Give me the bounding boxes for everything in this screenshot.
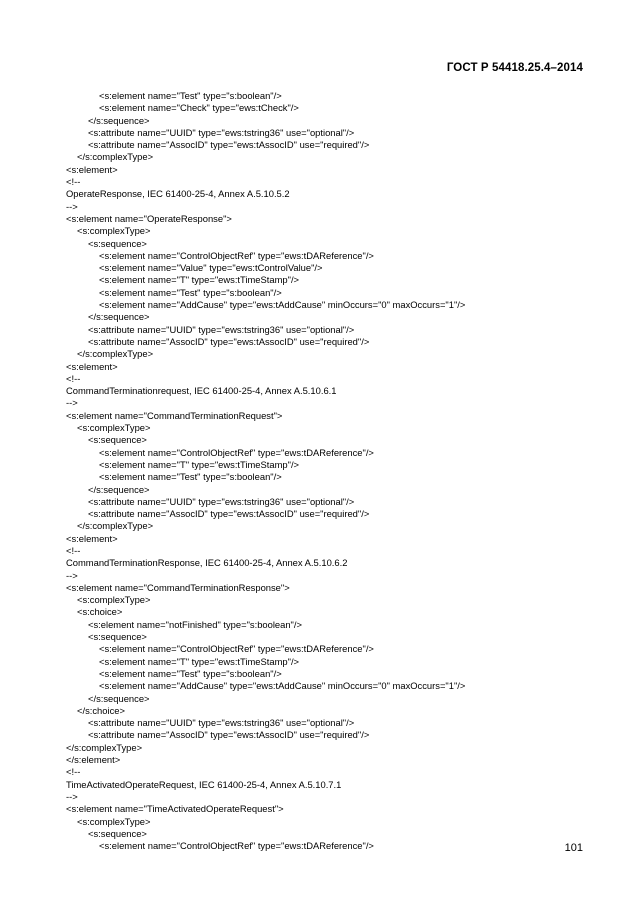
code-line: <s:attribute name="UUID" type="ews:tstring36" use="optional"/> <box>88 126 355 138</box>
code-line: </s:complexType> <box>77 520 154 532</box>
code-line: <s:element name="T" type="ews:tTimeStamp"/> <box>99 458 300 470</box>
code-line: <s:complexType> <box>77 594 151 606</box>
code-line: </s:complexType> <box>66 741 143 753</box>
code-line: </s:choice> <box>77 704 125 716</box>
code-line: <s:element name="T" type="ews:tTimeStamp"/> <box>99 655 300 667</box>
code-line: <s:element name="ControlObjectRef" type="ews:tDAReference"/> <box>99 840 374 852</box>
code-line: <s:element name="Test" type="s:boolean"/> <box>99 286 282 298</box>
code-line: <s:element name="ControlObjectRef" type="ews:tDAReference"/> <box>99 643 374 655</box>
code-line: <s:element name="CommandTerminationResponse"> <box>66 581 290 593</box>
code-line: --> <box>66 397 78 409</box>
code-line: <s:complexType> <box>77 422 151 434</box>
code-line: <s:element name="ControlObjectRef" type="ews:tDAReference"/> <box>99 249 374 261</box>
code-line: <!-- <box>66 544 81 556</box>
code-line: <s:element name="TimeActivatedOperateRequest"> <box>66 803 284 815</box>
code-line: <s:element name="Check" type="ews:tCheck"/> <box>99 102 299 114</box>
code-line: <s:element> <box>66 360 118 372</box>
xml-code-listing <box>66 90 606 852</box>
code-line: <s:element name="AddCause" type="ews:tAddCause" minOccurs="0" maxOccurs="1"/> <box>99 680 466 692</box>
code-line: <s:element> <box>66 163 118 175</box>
code-line: </s:sequence> <box>88 114 150 126</box>
code-line: CommandTerminationResponse, IEC 61400-25-4, Annex A.5.10.6.2 <box>66 557 348 569</box>
code-line: <s:element name="CommandTerminationRequest"> <box>66 409 283 421</box>
code-line: </s:sequence> <box>88 483 150 495</box>
code-line: <s:element name="OperateResponse"> <box>66 212 232 224</box>
code-line: <!-- <box>66 176 81 188</box>
code-line: <s:element name="Value" type="ews:tControlValue"/> <box>99 262 323 274</box>
code-line: </s:complexType> <box>77 151 154 163</box>
code-line: <s:element> <box>66 532 118 544</box>
code-line: OperateResponse, IEC 61400-25-4, Annex A.5.10.5.2 <box>66 188 290 200</box>
code-line: <!-- <box>66 766 81 778</box>
code-line: <s:element name="T" type="ews:tTimeStamp"/> <box>99 274 300 286</box>
code-line: <s:attribute name="UUID" type="ews:tstring36" use="optional"/> <box>88 717 355 729</box>
code-line: --> <box>66 790 78 802</box>
code-line: --> <box>66 569 78 581</box>
code-line: <s:attribute name="AssocID" type="ews:tAssocID" use="required"/> <box>88 508 370 520</box>
code-line: <s:element name="Test" type="s:boolean"/> <box>99 90 282 101</box>
code-line: <s:attribute name="AssocID" type="ews:tAssocID" use="required"/> <box>88 335 370 347</box>
code-line: TimeActivatedOperateRequest, IEC 61400-25-4, Annex A.5.10.7.1 <box>66 778 342 790</box>
code-line: --> <box>66 200 78 212</box>
code-line: <s:element name="ControlObjectRef" type="ews:tDAReference"/> <box>99 446 374 458</box>
code-line: </s:element> <box>66 754 121 766</box>
code-line: <!-- <box>66 372 81 384</box>
code-line: <s:element name="Test" type="s:boolean"/> <box>99 667 282 679</box>
code-line: CommandTerminationrequest, IEC 61400-25-4, Annex A.5.10.6.1 <box>66 385 337 397</box>
code-line: <s:element name="notFinished" type="s:boolean"/> <box>88 618 302 630</box>
code-line: <s:complexType> <box>77 225 151 237</box>
page-number: 101 <box>564 842 583 854</box>
code-line: <s:sequence> <box>88 237 147 249</box>
code-line: <s:element name="Test" type="s:boolean"/> <box>99 471 282 483</box>
code-line: <s:attribute name="UUID" type="ews:tstring36" use="optional"/> <box>88 323 355 335</box>
document-header: ГОСТ Р 54418.25.4–2014 <box>446 62 583 74</box>
code-line: </s:sequence> <box>88 311 150 323</box>
code-line: </s:sequence> <box>88 692 150 704</box>
code-line: <s:sequence> <box>88 631 147 643</box>
code-line: <s:attribute name="UUID" type="ews:tstring36" use="optional"/> <box>88 495 355 507</box>
code-line: <s:attribute name="AssocID" type="ews:tAssocID" use="required"/> <box>88 139 370 151</box>
code-line: </s:complexType> <box>77 348 154 360</box>
code-line: <s:element name="AddCause" type="ews:tAddCause" minOccurs="0" maxOccurs="1"/> <box>99 299 466 311</box>
code-line: <s:sequence> <box>88 827 147 839</box>
code-line: <s:attribute name="AssocID" type="ews:tAssocID" use="required"/> <box>88 729 370 741</box>
code-line: <s:sequence> <box>88 434 147 446</box>
code-line: <s:complexType> <box>77 815 151 827</box>
code-line: <s:choice> <box>77 606 123 618</box>
